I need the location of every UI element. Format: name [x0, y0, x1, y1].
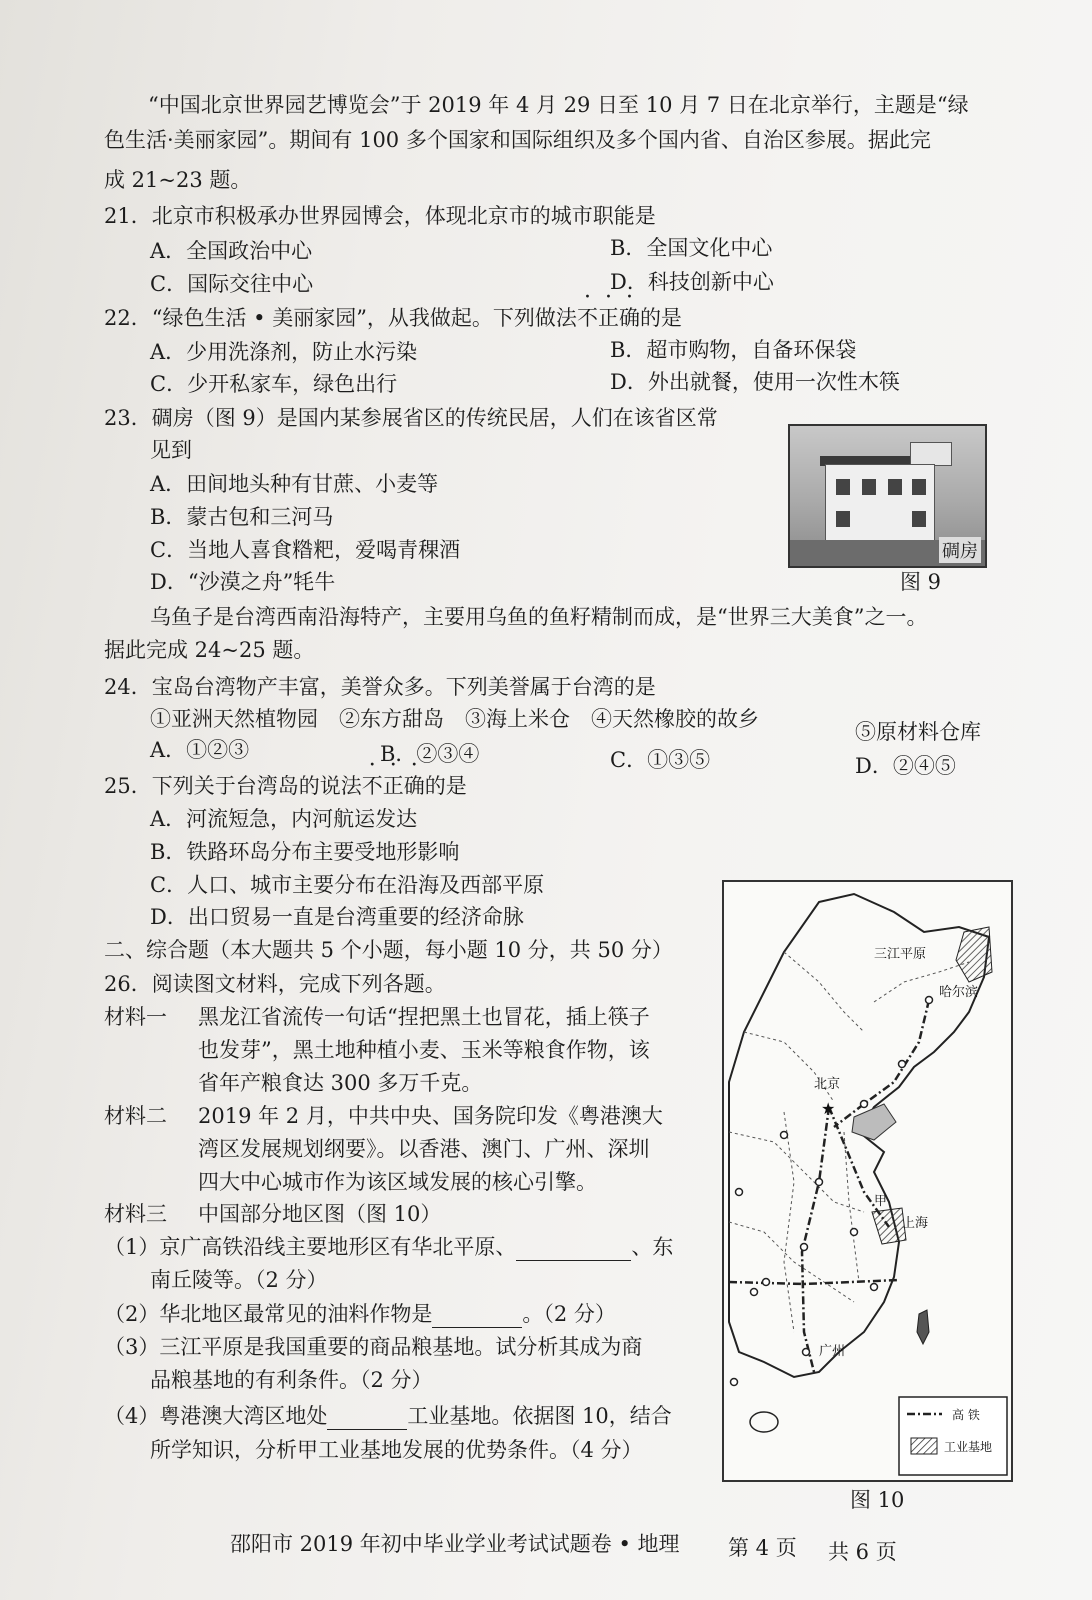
intro-line-2: 色生活·美丽家园”。期间有 100 多个国家和国际组织及多个国内省、自治区参展。据此完	[104, 128, 931, 152]
material-2-label: 材料二	[104, 1104, 167, 1128]
q23-stem-2: 见到	[150, 438, 192, 462]
footer-total: 共 6 页	[828, 1540, 897, 1564]
q26-part-1-tail: 、东	[631, 1235, 674, 1259]
footer-page: 第 4 页	[728, 1536, 797, 1560]
intro-line-3: 成 21~23 题。	[104, 168, 252, 192]
china-map-svg	[724, 882, 1011, 1480]
material-3-text: 中国部分地区图（图 10）	[198, 1202, 442, 1226]
city-dot	[871, 1284, 878, 1291]
figure-10-caption: 图 10	[850, 1488, 905, 1512]
q24-option-c: C．①③⑤	[610, 748, 711, 772]
legend-industrial-label: 工业基地	[944, 1440, 993, 1454]
q25-emph-1: 不	[361, 774, 383, 798]
window-shape	[888, 479, 902, 495]
figure-9-caption: 图 9	[900, 570, 942, 594]
q21-option-a: A．全国政治中心	[150, 239, 313, 263]
q24-stem: 24．宝岛台湾物产丰富，美誉众多。下列美誉属于台湾的是	[104, 675, 656, 699]
q26-part-1-text: （1）京广高铁沿线主要地形区有华北平原、	[104, 1235, 517, 1259]
high-speed-rail	[802, 1107, 829, 1372]
q26-part-1-cont: 南丘陵等。（2 分）	[150, 1268, 328, 1292]
q26-part-2	[104, 1300, 616, 1328]
window-shape	[836, 511, 850, 527]
beijing-star-icon: ★	[821, 1099, 836, 1118]
q22-stem-pre: 22．“绿色生活 • 美丽家园”，从我做起。下列做法	[104, 306, 577, 330]
material-2-line-1: 2019 年 2 月，中共中央、国务院印发《粤港澳大	[198, 1104, 663, 1128]
sanjiang-plain-area	[956, 927, 992, 982]
q26-part-4-tail: 工业基地。依据图 10，结合	[407, 1404, 672, 1428]
q24-items-1: ①亚洲天然植物园 ②东方甜岛 ③海上米仓 ④天然橡胶的故乡	[150, 707, 759, 731]
q21-option-b: B．全国文化中心	[610, 236, 773, 260]
window-shape	[836, 479, 850, 495]
q25-option-b: B．铁路环岛分布主要受地形影响	[150, 840, 460, 864]
province-boundary	[729, 1222, 854, 1302]
answer-blank[interactable]	[516, 1238, 631, 1261]
province-boundary	[784, 952, 864, 1032]
city-dot	[801, 1244, 808, 1251]
figure-9-photo	[788, 424, 987, 568]
q25-emph-2: 正	[382, 774, 404, 798]
q22-emph-3: 确	[618, 306, 640, 330]
city-dot	[751, 1289, 758, 1296]
intro2-line-1: 乌鱼子是台湾西南沿海特产，主要用乌鱼的鱼籽精制而成，是“世界三大美食”之一。	[150, 605, 928, 629]
taiwan-island	[917, 1310, 929, 1344]
q24-option-b: B．②③④	[380, 742, 480, 766]
q21-option-d: D．科技创新中心	[610, 270, 774, 294]
footer-title: 邵阳市 2019 年初中毕业学业考试试题卷 • 地理	[230, 1532, 680, 1556]
q24-option-d: D．②④⑤	[855, 754, 956, 778]
q23-option-b: B．蒙古包和三河马	[150, 505, 334, 529]
figure-10-map	[722, 880, 1013, 1482]
q23-option-c: C．当地人喜食糌粑，爱喝青稞酒	[150, 538, 461, 562]
q23-stem-1: 23．碉房（图 9）是国内某参展省区的传统民居，人们在该省区常	[104, 406, 718, 430]
city-dot	[781, 1132, 788, 1139]
material-1-label: 材料一	[104, 1005, 167, 1029]
q25-stem-pre: 25．下列关于台湾岛的说法	[104, 774, 362, 798]
city-dot	[851, 1229, 858, 1236]
q26-part-1	[104, 1233, 673, 1261]
intro-line-1: “中国北京世界园艺博览会”于 2019 年 4 月 29 日至 10 月 7 日在北京举行，主题是“绿	[148, 93, 969, 117]
q26-part-2-tail: 。（2 分）	[522, 1302, 616, 1326]
q23-option-d: D．“沙漠之舟”牦牛	[150, 570, 336, 594]
stone-house-shape	[825, 464, 935, 546]
city-dot	[736, 1189, 743, 1196]
map-label-guangzhou: 广州	[819, 1344, 846, 1359]
q25-stem	[104, 772, 467, 800]
q26-part-3-cont: 品粮基地的有利条件。（2 分）	[150, 1368, 433, 1392]
q23-option-a: A．田间地头种有甘蔗、小麦等	[150, 472, 439, 496]
answer-blank[interactable]	[432, 1305, 522, 1328]
coastline-outline	[729, 894, 989, 1377]
section-2-heading: 二、综合题（本大题共 5 个小题，每小题 10 分，共 50 分）	[104, 938, 673, 962]
q26-part-2-text: （2）华北地区最常见的油料作物是	[104, 1302, 433, 1326]
figure-9-label: 碉房	[939, 537, 981, 563]
intro2-line-2: 据此完成 24~25 题。	[104, 638, 315, 662]
q24-option-a: A．①②③	[150, 738, 250, 762]
q22-option-a: A．少用洗涤剂，防止水污染	[150, 340, 418, 364]
q22-emph-2: 正	[597, 306, 619, 330]
q22-option-b: B．超市购物，自备环保袋	[610, 338, 857, 362]
map-label-shanghai: 上海	[902, 1216, 929, 1231]
city-dot	[763, 1279, 770, 1286]
q21-stem: 21．北京市积极承办世界园博会，体现北京市的城市职能是	[104, 204, 656, 228]
material-1-line-3: 省年产粮食达 300 多万千克。	[198, 1071, 483, 1095]
map-label-sanjiang: 三江平原	[874, 947, 927, 962]
city-dot	[899, 1061, 906, 1068]
q25-option-c: C．人口、城市主要分布在沿海及西部平原	[150, 873, 545, 897]
answer-blank[interactable]	[327, 1407, 407, 1430]
q25-option-a: A．河流短急，内河航运发达	[150, 807, 418, 831]
material-3-label: 材料三	[104, 1202, 167, 1226]
map-label-beijing: 北京	[814, 1077, 841, 1092]
material-2-line-3: 四大中心城市作为该区域发展的核心引擎。	[198, 1170, 597, 1194]
q26-stem: 26．阅读图文材料，完成下列各题。	[104, 972, 446, 996]
q22-stem-post: 的是	[639, 306, 682, 330]
map-label-jia: 甲	[874, 1194, 888, 1209]
window-shape	[912, 479, 926, 495]
q26-part-4	[104, 1402, 672, 1430]
material-1-line-1: 黑龙江省流传一句话“捏把黑土也冒花，插上筷子	[198, 1005, 650, 1029]
q22-option-c: C．少开私家车，绿色出行	[150, 372, 398, 396]
city-dot	[816, 1179, 823, 1186]
hainan-island	[750, 1412, 778, 1432]
q22-option-d: D．外出就餐，使用一次性木筷	[610, 370, 900, 394]
city-dot	[803, 1349, 810, 1356]
q22-emph-1: 不	[576, 306, 598, 330]
q26-part-4-cont: 所学知识，分析甲工业基地发展的优势条件。（4 分）	[150, 1438, 643, 1462]
material-1-line-2: 也发芽”，黑土地种植小麦、玉米等粮食作物，该	[198, 1038, 650, 1062]
window-shape	[912, 511, 926, 527]
q25-option-d: D．出口贸易一直是台湾重要的经济命脉	[150, 905, 524, 929]
legend-rail-label: 高 铁	[952, 1408, 980, 1422]
city-dot	[861, 1101, 868, 1108]
q26-part-4-text: （4）粤港澳大湾区地处	[104, 1404, 328, 1428]
q24-items-2: ⑤原材料仓库	[855, 720, 981, 744]
tower-shape	[910, 442, 952, 466]
window-shape	[862, 479, 876, 495]
province-boundary	[784, 1112, 794, 1332]
q25-emph-3: 确	[403, 774, 425, 798]
q26-part-3: （3）三江平原是我国重要的商品粮基地。试分析其成为商	[104, 1335, 643, 1359]
map-label-harbin: 哈尔滨	[939, 985, 979, 1000]
city-dot	[731, 1379, 738, 1386]
city-dot	[926, 997, 933, 1004]
q22-stem	[104, 304, 682, 332]
province-boundary	[844, 1132, 859, 1282]
q21-option-c: C．国际交往中心	[150, 272, 314, 296]
legend-industrial-symbol	[911, 1438, 937, 1454]
material-2-line-2: 湾区发展规划纲要》。以香港、澳门、广州、深圳	[198, 1137, 650, 1161]
q25-stem-post: 的是	[424, 774, 467, 798]
